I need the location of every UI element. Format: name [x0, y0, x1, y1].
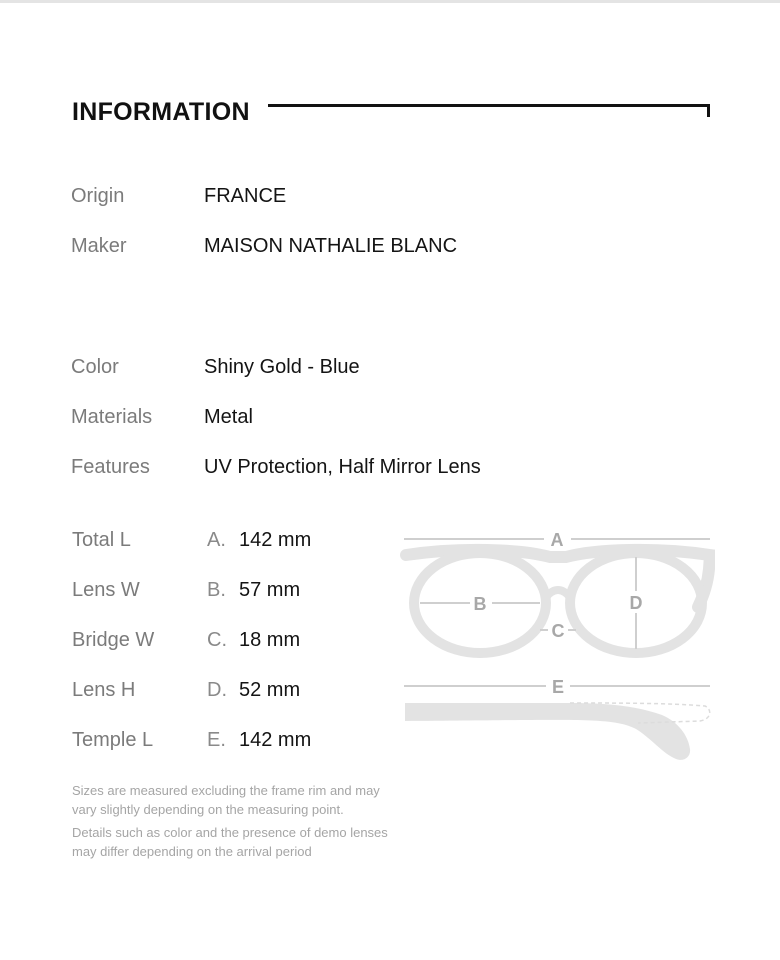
total-length-value: 142 mm: [239, 529, 312, 551]
lens-width-letter: B.: [207, 579, 226, 601]
top-divider: [0, 0, 780, 3]
label-a: A: [550, 530, 564, 550]
title-rule-end-tick: [707, 104, 710, 117]
lens-height-letter: D.: [207, 679, 227, 701]
temple-length-label: Temple L: [72, 729, 154, 751]
materials-value: Metal: [204, 406, 253, 428]
features-label: Features: [71, 456, 150, 478]
lens-width-label: Lens W: [72, 579, 140, 601]
temple-length-letter: E.: [207, 729, 226, 751]
color-value: Shiny Gold - Blue: [204, 356, 360, 378]
features-value: UV Protection, Half Mirror Lens: [204, 456, 481, 478]
origin-label: Origin: [71, 185, 125, 207]
total-length-label: Total L: [72, 529, 131, 551]
lens-height-label: Lens H: [72, 679, 136, 701]
section-title: INFORMATION: [72, 98, 250, 126]
label-b: B: [473, 594, 487, 614]
total-length-letter: A.: [207, 529, 226, 551]
glasses-measurement-diagram: [400, 525, 715, 770]
frame-bridge: [546, 590, 570, 597]
materials-label: Materials: [71, 406, 153, 428]
temple-length-value: 142 mm: [239, 729, 312, 751]
maker-label: Maker: [71, 235, 127, 257]
temple-arm: [405, 703, 690, 760]
lens-width-value: 57 mm: [239, 579, 301, 601]
maker-value: MAISON NATHALIE BLANC: [204, 235, 458, 257]
bridge-width-value: 18 mm: [239, 629, 301, 651]
title-rule: [268, 104, 710, 107]
label-c: C: [551, 621, 565, 641]
details-disclaimer-note: Details such as color and the presence of demo lenses may differ depending on the arrival period: [72, 825, 388, 859]
measurement-note: Sizes are measured excluding the frame rim and may vary slightly depending on the measuring point.: [72, 783, 380, 817]
label-d: D: [629, 593, 643, 613]
label-e: E: [551, 677, 565, 697]
lens-height-value: 52 mm: [239, 679, 301, 701]
origin-value: FRANCE: [204, 185, 287, 207]
bridge-width-label: Bridge W: [72, 629, 155, 651]
bridge-width-letter: C.: [207, 629, 227, 651]
color-label: Color: [71, 356, 119, 378]
